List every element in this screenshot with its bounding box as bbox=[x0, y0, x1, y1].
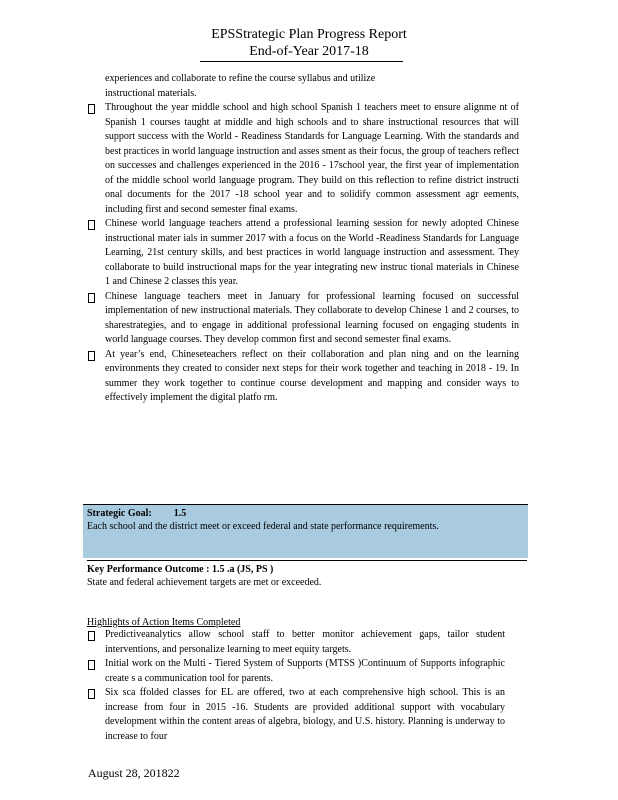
page-footer: August 28, 201822 bbox=[88, 766, 180, 780]
bullet-icon bbox=[88, 660, 95, 670]
bullet-icon bbox=[88, 293, 95, 303]
continuation-text bbox=[105, 72, 520, 101]
header-divider bbox=[200, 61, 403, 62]
list-item: Initial work on the Multi - Tiered System of Supports (MTSS )Continuum of Supports infographic create s a communication tool for parents. bbox=[87, 657, 505, 686]
list-item: Six sca ffolded classes for EL are offered, two at each comprehensive high school. This is an increase from four in 2015 -16. Students are provided additional support with vocabulary development within the content areas of algebra, biology, and U.S. history. Planning is underway to increase to four bbox=[87, 686, 505, 744]
continuation-line: instructional materials. bbox=[105, 87, 197, 99]
bullet-icon bbox=[88, 631, 95, 641]
key-performance-outcome bbox=[87, 560, 527, 589]
report-subtitle: End-of-Year 2017-18 bbox=[249, 44, 369, 59]
kpo-label: Key Performance Outcome : 1.5 .a (JS, PS ) bbox=[87, 564, 274, 575]
list-item: Predictiveanalytics allow school staff to better monitor achievement gaps, tailor student interventions, and personalize learning to meet equity targets. bbox=[87, 628, 505, 657]
report-title: EPSStrategic Plan Progress Report bbox=[211, 27, 407, 42]
bullet-icon bbox=[88, 351, 95, 361]
goal-number: 1.5 bbox=[173, 508, 187, 519]
goal-text: Each school and the district meet or exceed federal and state performance requirements. bbox=[87, 521, 439, 532]
strategic-goal-box bbox=[83, 504, 528, 558]
action-items-list bbox=[87, 101, 519, 406]
bullet-icon bbox=[88, 689, 95, 699]
continuation-line: experiences and collaborate to refine the course syllabus and utilize bbox=[105, 73, 376, 84]
kpo-text: State and federal achievement targets are met or exceeded. bbox=[87, 577, 322, 588]
goal-label: Strategic Goal: bbox=[87, 508, 152, 519]
list-item: Chinese world language teachers attend a professional learning session for newly adopted Chinese instructional mater ials in summer 2017 with a focus on the World -Readiness Standards for Language Learning, 21st century skills, and best practices in world language instruction and assessment. They collaborate to build instructional maps for the year integrating new instruc tional materials in Chinese 1 and Chinese 2 classes this year. bbox=[87, 217, 519, 290]
list-item: Throughout the year middle school and high school Spanish 1 teachers meet to ensure alignme nt of Spanish 1 courses taught at middle and high schools and to share instructional resources that will support success with the World - Readiness Standards for Language Learning. With the standards and best practices in world language instruction and asses sment as their focus, the group of teachers reflect on successes and challenges experienced in the 2016 - 17school year, the first year of implementation of the middle school world language program. They build on this reflection to refine district instructi onal documents for the 2017 -18 school year and to solidify common assessment agr eements, including first and second semester final exams. bbox=[87, 101, 519, 217]
list-item: At year’s end, Chineseteachers reflect on their collaboration and plan ning and on the learning environments they created to consider next steps for their work together and teaching in 2018 - 19. In summer they work together to continue course development and mapping and consider ways to effectively implement the digital platfo rm. bbox=[87, 348, 519, 406]
highlights-heading: Highlights of Action Items Completed bbox=[87, 617, 241, 628]
bullet-icon bbox=[88, 104, 95, 114]
bullet-icon bbox=[88, 220, 95, 230]
list-item: Chinese language teachers meet in January for professional learning focused on successful implementation of new instructional materials. They collaborate to develop Chinese 1 and 2 courses, to sharestrategies, and to engage in additional professional learning focused on engaging students in world language courses. They develop common first and second semester final exams. bbox=[87, 290, 519, 348]
goal-heading bbox=[87, 507, 524, 520]
report-header bbox=[0, 26, 618, 60]
highlights-list bbox=[87, 628, 505, 744]
